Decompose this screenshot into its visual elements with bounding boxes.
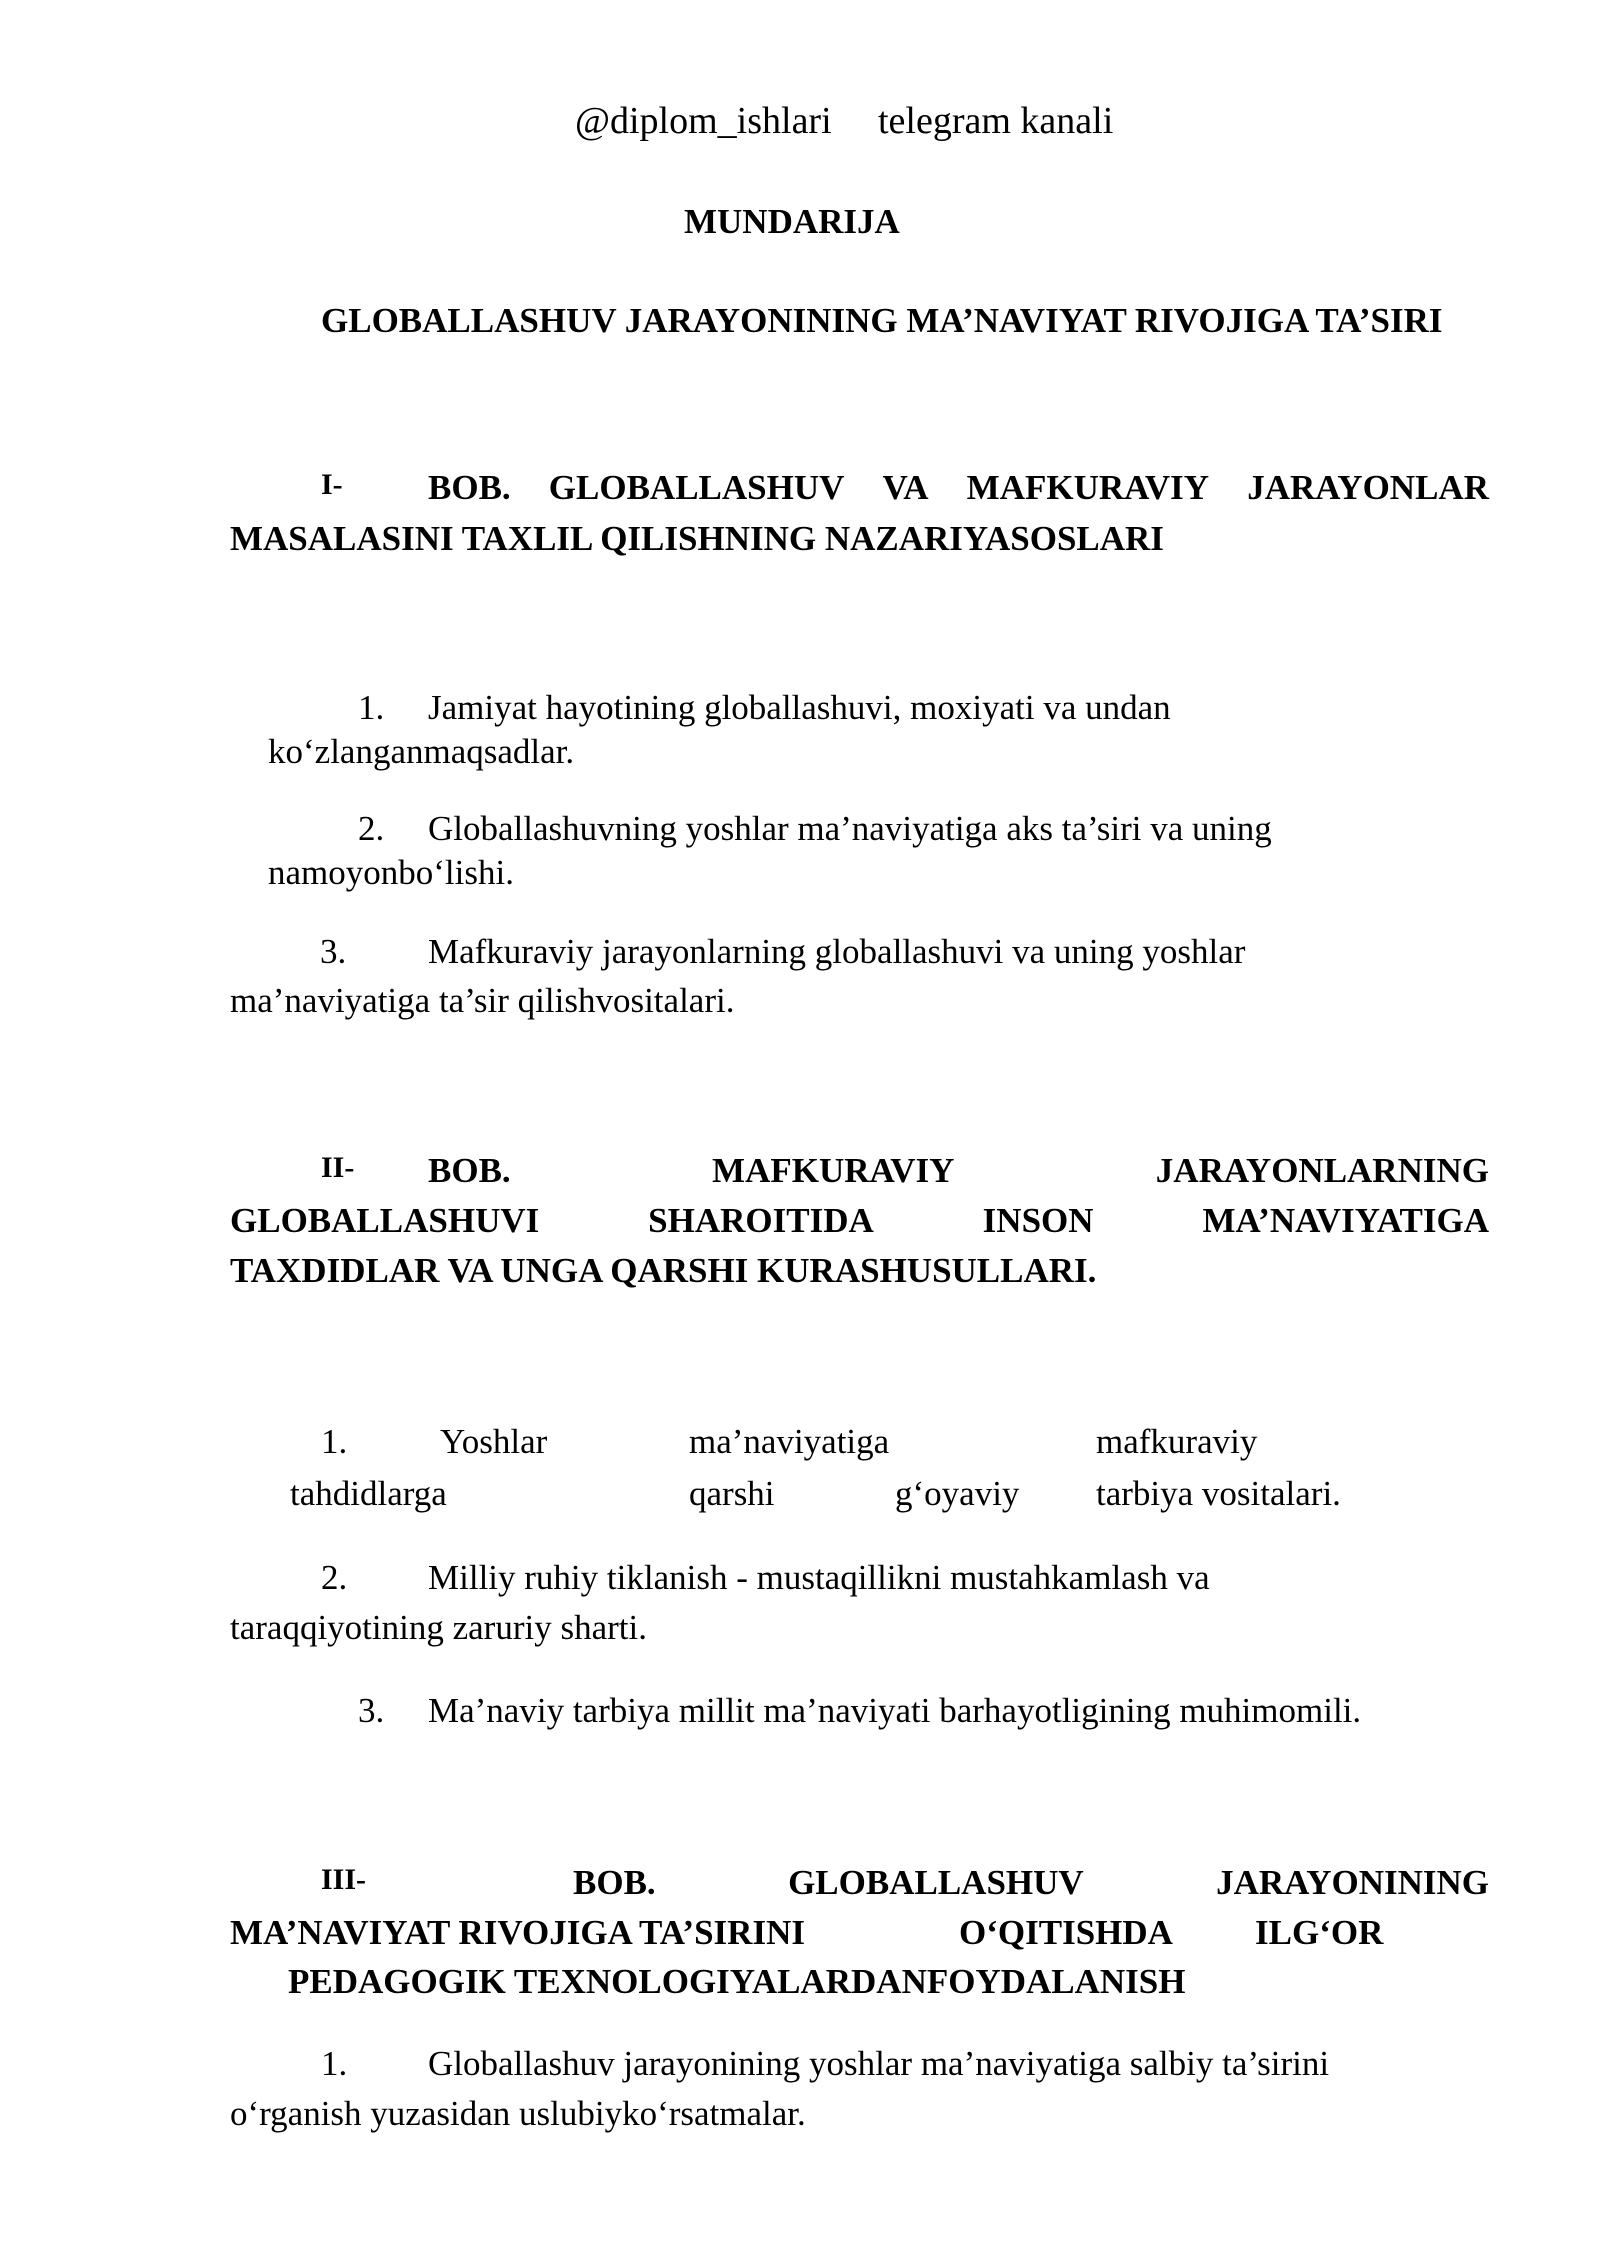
chapter-1-item-3-line-2: ma’naviyatiga ta’sir qilishvositalari.	[230, 981, 735, 1020]
chapter-1-word: JARAYONLAR	[1247, 468, 1489, 507]
chapter-3-item-1-line-2: o‘rganish yuzasidan uslubiyko‘rsatmalar.	[230, 2094, 806, 2133]
chapter-3-title-line-2c: ILG‘OR	[1255, 1913, 1384, 1952]
chapter-2-item-1-word: g‘oyaviy	[895, 1474, 1020, 1513]
chapter-1-title-line-1	[428, 470, 1489, 505]
chapter-3-item-1-line-1: Globallashuv jarayonining yoshlar ma’naviyatiga salbiy ta’sirini	[428, 2044, 1330, 2083]
chapter-1-item-2-number: 2.	[358, 809, 385, 848]
chapter-2-title-line-1	[428, 1153, 1489, 1188]
chapter-1-item-1-line-1: Jamiyat hayotining globallashuvi, moxiyati va undan	[428, 688, 1171, 727]
channel-suffix: telegram kanali	[878, 100, 1114, 142]
chapter-2-item-1-word: qarshi	[689, 1474, 775, 1513]
chapter-3-title-line-2b: O‘QITISHDA	[959, 1913, 1173, 1952]
chapter-1-item-3-number: 3.	[320, 932, 347, 971]
chapter-2-word: INSON	[982, 1201, 1094, 1240]
chapter-2-title-line-3: TAXDIDLAR VA UNGA QARSHI KURASHUSULLARI.	[230, 1251, 1097, 1290]
chapter-1-word: GLOBALLASHUV	[548, 468, 845, 507]
chapter-1-item-1-number: 1.	[358, 688, 385, 727]
chapter-2-item-1-word: ma’naviyatiga	[689, 1422, 890, 1461]
chapter-1-word: VA	[882, 468, 929, 507]
channel-handle: @diplom_ishlari	[575, 100, 832, 142]
chapter-3-number: III-	[321, 1863, 367, 1896]
chapter-1-item-3-line-1: Mafkuraviy jarayonlarning globallashuvi va uning yoshlar	[428, 932, 1246, 971]
chapter-2-word: MAFKURAVIY	[712, 1151, 955, 1190]
chapter-3-title-line-1	[573, 1865, 1489, 1900]
chapter-2-title-line-2	[230, 1203, 1489, 1238]
main-title: GLOBALLASHUV JARAYONINING MA’NAVIYAT RIVOJIGA TA’SIRI	[321, 301, 1443, 340]
chapter-2-item-2-line-2: taraqqiyotining zaruriy sharti.	[230, 1608, 647, 1647]
chapter-2-item-1-number: 1.	[321, 1422, 348, 1461]
chapter-2-item-3-line-1: Ma’naviy tarbiya millit ma’naviyati barhayotligining muhimomili.	[428, 1691, 1362, 1730]
chapter-2-number: II-	[321, 1151, 355, 1184]
chapter-2-word: SHAROITIDA	[648, 1201, 874, 1240]
chapter-2-item-2-line-1: Milliy ruhiy tiklanish - mustaqillikni mustahkamlash va	[428, 1558, 1210, 1597]
toc-title: MUNDARIJA	[684, 202, 900, 241]
chapter-3-item-1-number: 1.	[321, 2044, 348, 2083]
chapter-1-number: I-	[321, 468, 343, 501]
chapter-3-title-line-3: PEDAGOGIK TEXNOLOGIYALARDANFOYDALANISH	[288, 1962, 1186, 2001]
chapter-2-word: JARAYONLARNING	[1155, 1151, 1489, 1190]
chapter-3-word: BOB.	[573, 1863, 656, 1902]
chapter-2-item-1-word: mafkuraviy	[1096, 1422, 1258, 1461]
chapter-2-word: BOB.	[428, 1151, 511, 1190]
chapter-1-title-line-2: MASALASINI TAXLIL QILISHNING NAZARIYASOSLARI	[230, 519, 1164, 558]
chapter-1-item-2-line-2: namoyonbo‘lishi.	[268, 853, 514, 892]
chapter-2-item-2-number: 2.	[321, 1558, 348, 1597]
chapter-3-word: GLOBALLASHUV	[788, 1863, 1084, 1902]
chapter-1-word: BOB.	[428, 468, 511, 507]
chapter-2-word: MA’NAVIYATIGA	[1202, 1201, 1489, 1240]
chapter-2-word: GLOBALLASHUVI	[230, 1201, 540, 1240]
chapter-2-item-1-word: Yoshlar	[440, 1422, 548, 1461]
chapter-1-word: MAFKURAVIY	[966, 468, 1210, 507]
chapter-2-item-3-number: 3.	[358, 1691, 385, 1730]
chapter-1-item-1-line-2: ko‘zlanganmaqsadlar.	[268, 732, 575, 771]
chapter-1-item-2-line-1: Globallashuvning yoshlar ma’naviyatiga aks ta’siri va uning	[428, 809, 1272, 848]
chapter-3-title-line-2a: MA’NAVIYAT RIVOJIGA TA’SIRINI	[230, 1913, 805, 1952]
chapter-2-item-1-word: tahdidlarga	[290, 1474, 447, 1513]
chapter-3-word: JARAYONINING	[1216, 1863, 1489, 1902]
chapter-2-item-1-word: tarbiya vositalari.	[1096, 1474, 1341, 1513]
